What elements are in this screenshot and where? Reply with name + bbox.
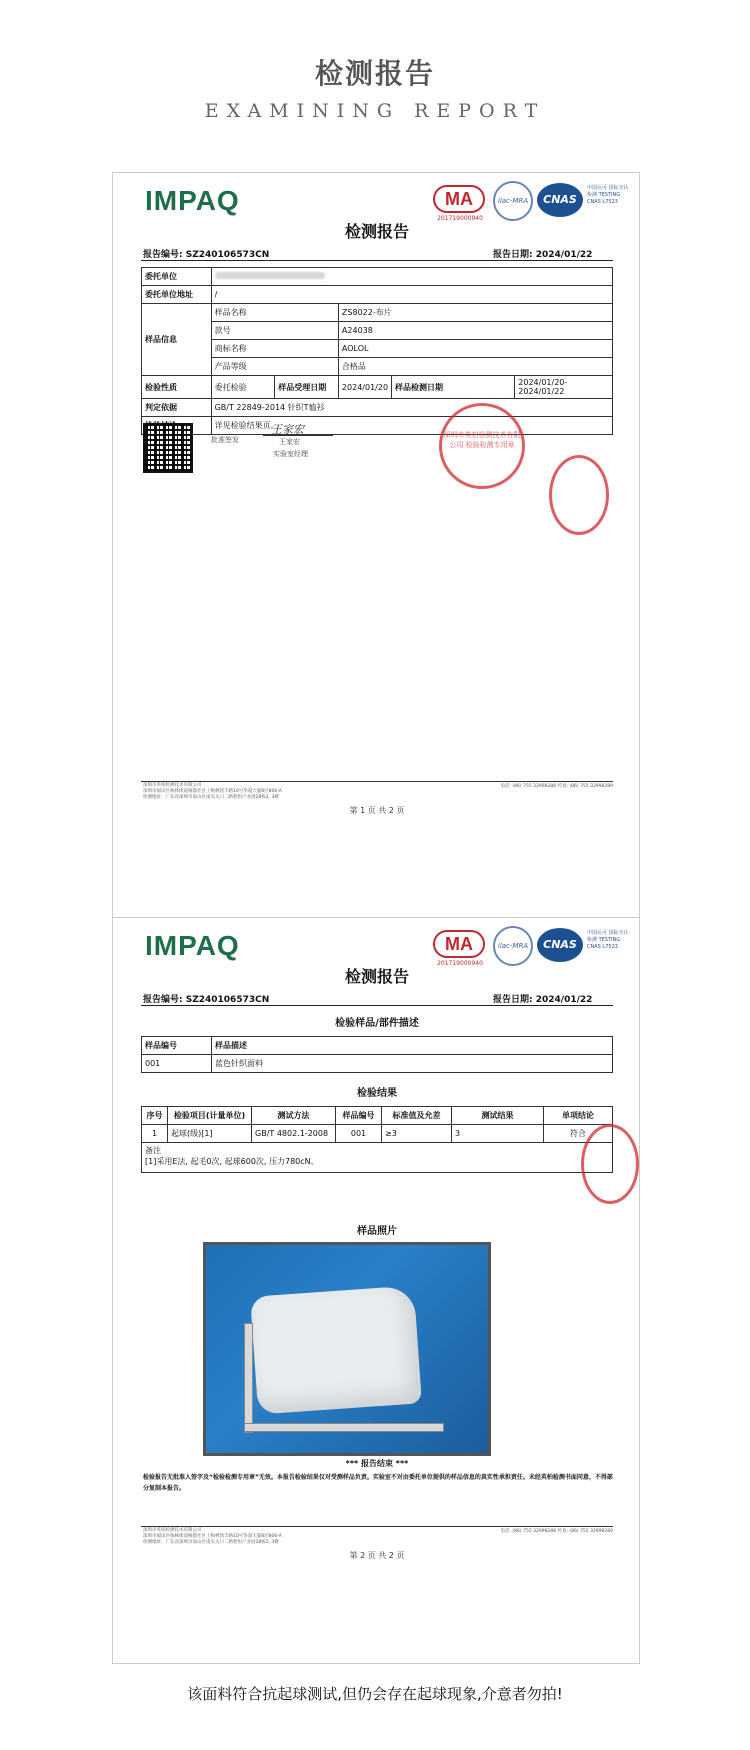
- result-header: 单项结论: [544, 1107, 613, 1125]
- result-cell: 3: [452, 1125, 544, 1143]
- doc-title: 检测报告: [344, 967, 409, 986]
- seal-stamp: 深圳市英柏检测技术有限公司 检验检测专用章: [439, 403, 525, 489]
- cnas-mark: CNAS: [537, 183, 583, 217]
- desc-cell: 蓝色针织面料: [212, 1055, 613, 1073]
- page-title: 检测报告: [314, 57, 435, 90]
- signer-name: 王家宏: [279, 438, 300, 446]
- tested-value: 2024/01/20-2024/01/22: [515, 376, 613, 399]
- inspect-value: 委托检验: [211, 376, 275, 399]
- sample-photo: [203, 1242, 491, 1456]
- ruler-vertical: [244, 1323, 253, 1433]
- seal-stamp-edge: [581, 1124, 639, 1204]
- approve-label: 批准签发: [211, 436, 239, 444]
- impaq-logo: IMPAQ: [145, 185, 240, 216]
- page-subtitle: EXAMINING REPORT: [204, 100, 546, 122]
- cma-mark: MA: [433, 185, 485, 213]
- divider: [141, 260, 613, 261]
- result-cell: 001: [336, 1125, 382, 1143]
- basis-label: 判定依据: [142, 399, 212, 417]
- received-label: 样品受理日期: [275, 376, 339, 399]
- remark-cell: 备注 [1]采用E法, 起毛0次, 起球600次, 压力780cN。: [142, 1143, 613, 1173]
- result-cell: 起球(级)[1]: [168, 1125, 252, 1143]
- signer-title: 实验室经理: [273, 450, 308, 458]
- report-page-2: [112, 918, 640, 1664]
- model-label: 款号: [211, 322, 338, 340]
- desc-cell: 001: [142, 1055, 212, 1073]
- cnas-text: 中国认可 国际互认 检测 TESTING CNAS L7523: [587, 930, 629, 950]
- conclusion-value: 详见检验结果页。: [211, 417, 612, 435]
- page-number: 第 2 页 共 2 页: [349, 1551, 405, 1560]
- report-date: 报告日期: 2024/01/22: [493, 250, 593, 260]
- result-table: [141, 1106, 613, 1173]
- photo-title: 样品照片: [357, 1226, 397, 1237]
- footer-company: 深圳市英柏检测技术有限公司 深圳市福田区梅林街道梅都社区上梅林凯丰路10号华超大厦8层806-A 检测地址：广东省深圳市南山区南头关口二路智恒产业园28栋2, 3楼: [143, 1528, 282, 1545]
- sample-info-label: 样品信息: [142, 304, 212, 376]
- client-label: 委托单位: [142, 268, 212, 286]
- result-cell: 1: [142, 1125, 168, 1143]
- client-value: [211, 268, 612, 286]
- tested-label: 样品检测日期: [392, 376, 515, 399]
- ruler-horizontal: [244, 1423, 444, 1432]
- sample-name-value: ZS8022-布片: [338, 304, 612, 322]
- desc-header: 样品描述: [212, 1037, 613, 1055]
- bottom-note: 该面料符合抗起球测试,但仍会存在起球现象,介意者勿拍!: [187, 1685, 563, 1703]
- basis-value: GB/T 22849-2014 针织T恤衫: [211, 399, 612, 417]
- redacted-client: [215, 272, 325, 279]
- result-cell: GB/T 4802.1-2008: [252, 1125, 336, 1143]
- result-header: 检验项目(计量单位): [168, 1107, 252, 1125]
- grade-value: 合格品: [338, 358, 612, 376]
- desc-table: [141, 1036, 613, 1073]
- cma-number: 201719000940: [437, 960, 483, 967]
- inspect-label: 检验性质: [142, 376, 212, 399]
- report-number: 报告编号: SZ240106573CN: [143, 995, 270, 1005]
- result-cell: ≥3: [382, 1125, 452, 1143]
- received-value: 2024/01/20: [338, 376, 391, 399]
- qr-code[interactable]: [143, 423, 193, 473]
- grade-label: 产品等级: [211, 358, 338, 376]
- brand-label: 商标名称: [211, 340, 338, 358]
- footer-company: 深圳市英柏检测技术有限公司 深圳市福田区梅林街道梅都社区上梅林凯丰路10号华超大厦8层806-A 检测地址：广东省深圳市南山区南头关口二路智恒产业园28栋2, 3楼: [143, 783, 282, 800]
- result-header: 测试方法: [252, 1107, 336, 1125]
- result-header: 标准值及允差: [382, 1107, 452, 1125]
- cnas-mark: CNAS: [537, 928, 583, 962]
- result-header: 测试结果: [452, 1107, 544, 1125]
- info-table: [141, 267, 613, 435]
- signature: 王家宏: [271, 423, 304, 436]
- end-mark: *** 报告结束 ***: [345, 1459, 409, 1468]
- sample-name-label: 样品名称: [211, 304, 338, 322]
- model-value: A24038: [338, 322, 612, 340]
- result-cell: 符合: [544, 1125, 613, 1143]
- ilac-mra-mark: ilac-MRA: [493, 926, 533, 966]
- report-date: 报告日期: 2024/01/22: [493, 995, 593, 1005]
- report-page-1: [112, 172, 640, 918]
- footer-divider: [141, 781, 613, 782]
- footer-phone: 电话: (86) 755 32998288 传真: (86) 755 32998289: [500, 784, 613, 789]
- desc-title: 检验样品/部件描述: [335, 1018, 419, 1029]
- result-header: 序号: [142, 1107, 168, 1125]
- report-number: 报告编号: SZ240106573CN: [143, 250, 270, 260]
- client-addr-value: /: [211, 286, 612, 304]
- impaq-logo: IMPAQ: [145, 930, 240, 961]
- divider: [141, 1005, 613, 1006]
- cma-mark: MA: [433, 930, 485, 958]
- result-title: 检验结果: [357, 1088, 397, 1099]
- footer-phone: 电话: (86) 755 32998288 传真: (86) 755 32998289: [500, 1529, 613, 1534]
- ilac-mra-mark: ilac-MRA: [493, 181, 533, 221]
- notice-text: 检验报告无批准人签字及“检验检测专用章”无效。本报告检验结果仅对受测样品负责。实验室不对由委托单位提供的样品信息的真实性承担责任。未经英柏检测书面同意，不得部分复制本报告。: [143, 1474, 613, 1492]
- footer-divider: [141, 1526, 613, 1527]
- cma-number: 201719000940: [437, 215, 483, 222]
- signature-line: [263, 435, 333, 436]
- result-header: 样品编号: [336, 1107, 382, 1125]
- client-addr-label: 委托单位地址: [142, 286, 212, 304]
- desc-header: 样品编号: [142, 1037, 212, 1055]
- seal-stamp-edge: [549, 455, 609, 535]
- doc-title: 检测报告: [344, 222, 409, 241]
- page-number: 第 1 页 共 2 页: [349, 806, 405, 815]
- brand-value: AOLOL: [338, 340, 612, 358]
- fabric-sample: [250, 1285, 422, 1414]
- cnas-text: 中国认可 国际互认 检测 TESTING CNAS L7523: [587, 185, 629, 205]
